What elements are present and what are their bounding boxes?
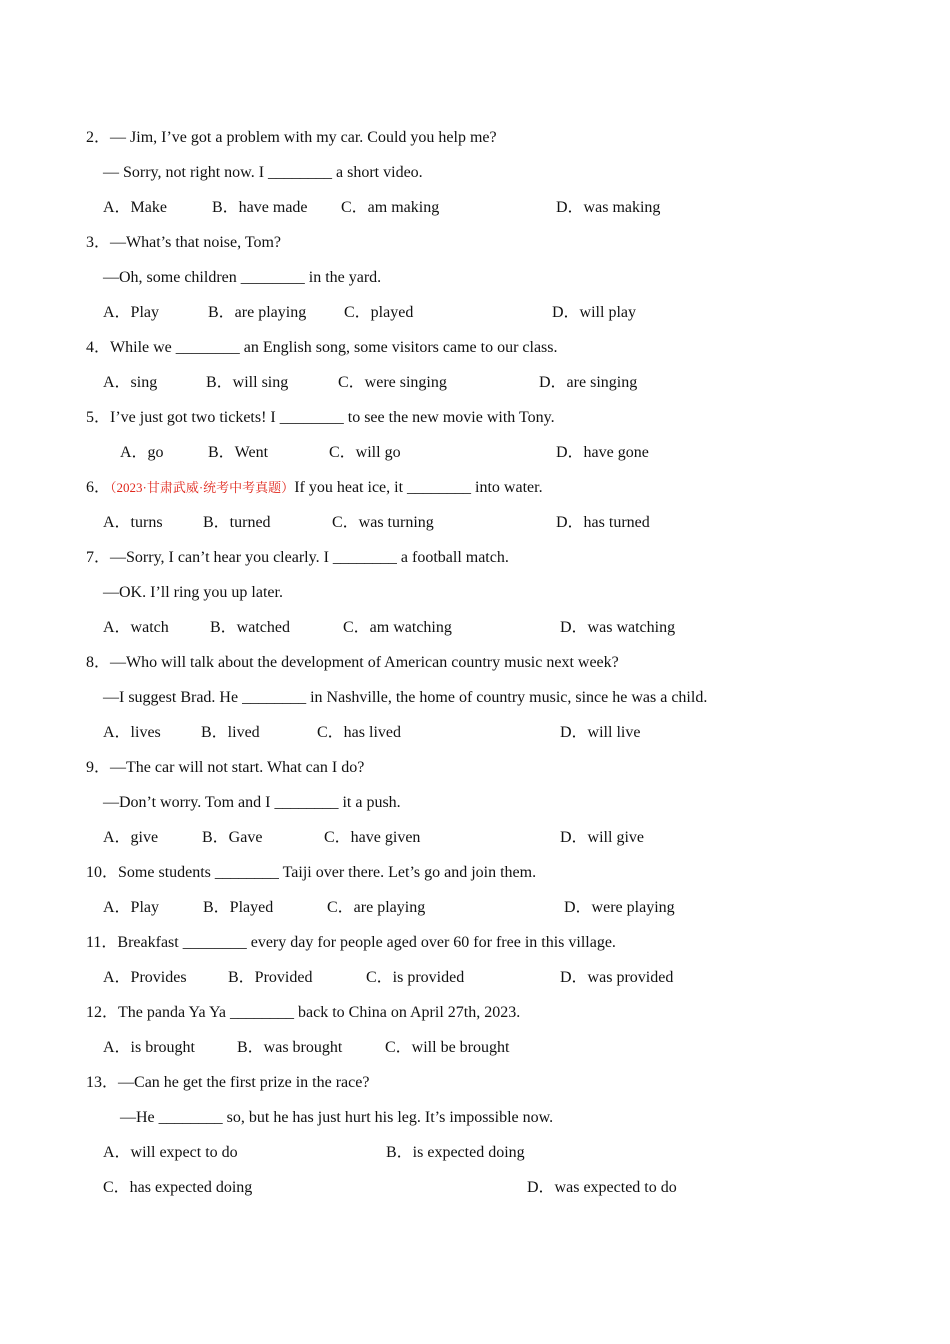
option-a: A．turns bbox=[103, 514, 163, 531]
option-d: D．were playing bbox=[564, 899, 675, 916]
option-c: C．were singing bbox=[338, 374, 447, 391]
question-2 bbox=[86, 128, 497, 148]
option-b: B．turned bbox=[203, 514, 271, 531]
option-d: D．was watching bbox=[560, 619, 676, 636]
option-b: B．is expected doing bbox=[386, 1144, 525, 1161]
option-b: B．Gave bbox=[202, 829, 263, 846]
option-b: B．Went bbox=[208, 444, 269, 461]
question-5 bbox=[86, 408, 555, 428]
option-d: D．was expected to do bbox=[527, 1179, 677, 1196]
question-number: 11． bbox=[86, 934, 118, 951]
option-c: C．played bbox=[344, 304, 414, 321]
question-stem: The panda Ya Ya ________ back to China on April 27th, 2023. bbox=[118, 1004, 521, 1021]
question-12 bbox=[86, 1003, 520, 1023]
option-a: A．Provides bbox=[103, 969, 187, 986]
question-10 bbox=[86, 863, 536, 883]
option-b: B．lived bbox=[201, 724, 260, 741]
option-c: C．am watching bbox=[343, 619, 452, 636]
option-b: B．have made bbox=[212, 199, 308, 216]
option-c: C．is provided bbox=[366, 969, 465, 986]
question-8-reply: —I suggest Brad. He ________ in Nashville, the home of country music, since he was a child. bbox=[103, 689, 708, 706]
question-stem: Breakfast ________ every day for people aged over 60 for free in this village. bbox=[117, 934, 616, 951]
question-stem: —Sorry, I can’t hear you clearly. I ________ a football match. bbox=[110, 549, 509, 566]
question-number: 8． bbox=[86, 654, 111, 671]
option-b: B．Played bbox=[203, 899, 274, 916]
question-7-reply: —OK. I’ll ring you up later. bbox=[103, 584, 283, 601]
option-a: A．go bbox=[120, 444, 164, 461]
option-c: C．has lived bbox=[317, 724, 401, 741]
question-13 bbox=[86, 1073, 369, 1093]
question-stem: —The car will not start. What can I do? bbox=[110, 759, 365, 776]
question-number: 12． bbox=[86, 1004, 119, 1021]
question-stem: I’ve just got two tickets! I ________ to see the new movie with Tony. bbox=[110, 409, 555, 426]
option-b: B．are playing bbox=[208, 304, 307, 321]
question-stem: If you heat ice, it ________ into water. bbox=[294, 479, 543, 496]
question-stem: —Who will talk about the development of American country music next week? bbox=[110, 654, 619, 671]
question-stem: While we ________ an English song, some visitors came to our class. bbox=[110, 339, 558, 356]
option-a: A．Play bbox=[103, 304, 160, 321]
option-a: A．Make bbox=[103, 199, 167, 216]
option-d: D．have gone bbox=[556, 444, 649, 461]
option-d: D．was provided bbox=[560, 969, 674, 986]
option-a: A．Play bbox=[103, 899, 160, 916]
option-d: D．will live bbox=[560, 724, 641, 741]
question-number: 13． bbox=[86, 1074, 119, 1091]
option-d: D．will give bbox=[560, 829, 644, 846]
question-11 bbox=[86, 933, 616, 953]
question-stem: Some students ________ Taiji over there. Let’s go and join them. bbox=[118, 864, 537, 881]
question-source: （2023·甘肃武威·统考中考真题） bbox=[110, 480, 295, 495]
option-d: D．was making bbox=[556, 199, 661, 216]
option-a: A．watch bbox=[103, 619, 169, 636]
question-7 bbox=[86, 548, 509, 568]
question-4 bbox=[86, 338, 558, 358]
question-stem: —Can he get the first prize in the race? bbox=[118, 1074, 370, 1091]
option-c: C．was turning bbox=[332, 514, 434, 531]
option-b: B．watched bbox=[210, 619, 290, 636]
question-3 bbox=[86, 233, 281, 253]
question-9 bbox=[86, 758, 364, 778]
question-number: 7． bbox=[86, 549, 111, 566]
option-d: D．will play bbox=[552, 304, 636, 321]
question-6 bbox=[86, 478, 543, 498]
question-3-reply: —Oh, some children ________ in the yard. bbox=[103, 269, 382, 286]
question-number: 9． bbox=[86, 759, 111, 776]
option-a: A．lives bbox=[103, 724, 161, 741]
option-d: D．are singing bbox=[539, 374, 638, 391]
option-c: C．will go bbox=[329, 444, 401, 461]
question-number: 5． bbox=[86, 409, 111, 426]
option-a: A．sing bbox=[103, 374, 158, 391]
option-d: D．has turned bbox=[556, 514, 650, 531]
question-number: 4． bbox=[86, 339, 111, 356]
option-a: A．give bbox=[103, 829, 159, 846]
question-8 bbox=[86, 653, 619, 673]
option-c: C．have given bbox=[324, 829, 421, 846]
question-9-reply: —Don’t worry. Tom and I ________ it a push. bbox=[103, 794, 401, 811]
question-number: 3． bbox=[86, 234, 111, 251]
option-b: B．was brought bbox=[237, 1039, 343, 1056]
question-number: 6． bbox=[86, 479, 111, 496]
option-c: C．am making bbox=[341, 199, 440, 216]
option-c: C．will be brought bbox=[385, 1039, 510, 1056]
option-a: A．will expect to do bbox=[103, 1144, 238, 1161]
question-stem: —What’s that noise, Tom? bbox=[110, 234, 282, 251]
option-b: B．Provided bbox=[228, 969, 313, 986]
question-stem: — Jim, I’ve got a problem with my car. Could you help me? bbox=[110, 129, 497, 146]
option-b: B．will sing bbox=[206, 374, 289, 391]
option-c: C．are playing bbox=[327, 899, 426, 916]
question-2-reply: — Sorry, not right now. I ________ a short video. bbox=[103, 164, 423, 181]
option-a: A．is brought bbox=[103, 1039, 196, 1056]
question-number: 10． bbox=[86, 864, 119, 881]
question-number: 2． bbox=[86, 129, 111, 146]
question-13-reply: —He ________ so, but he has just hurt his leg. It’s impossible now. bbox=[120, 1109, 554, 1126]
option-c: C．has expected doing bbox=[103, 1179, 253, 1196]
